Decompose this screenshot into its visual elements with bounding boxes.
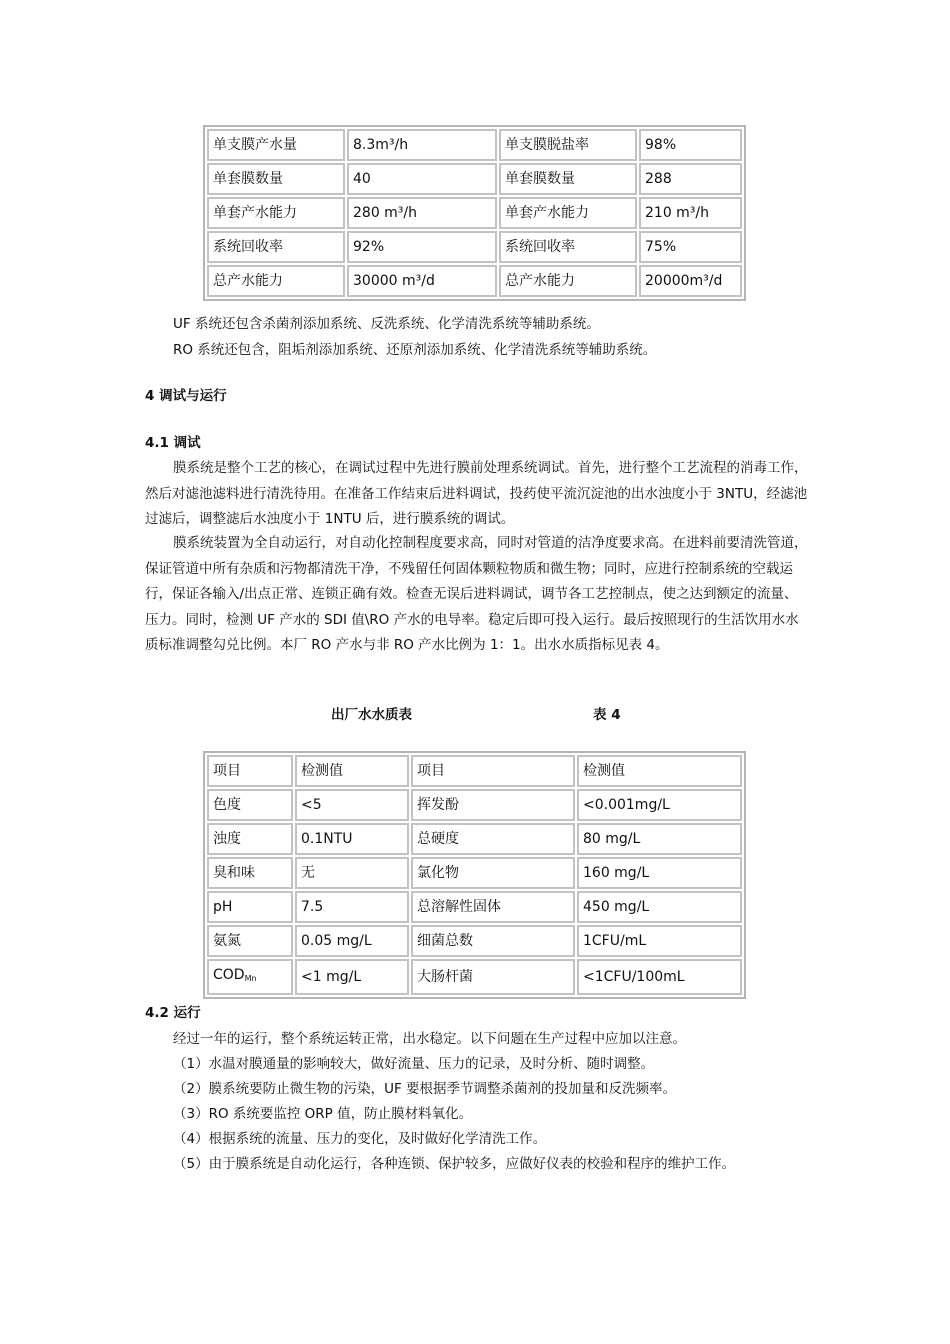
table-cell: 大肠杆菌: [411, 959, 575, 995]
table-cell: 210 m³/h: [639, 197, 742, 229]
table-cell: 挥发酚: [411, 789, 575, 821]
table-cell: 总产水能力: [207, 265, 345, 297]
table-4-label: 表 4: [593, 707, 621, 723]
table-cell: <0.001mg/L: [577, 789, 742, 821]
paragraph-commissioning-2: 膜系统装置为全自动运行，对自动化控制程度要求高，同时对管道的洁净度要求高。在进料前要清洗管道，保证管道中所有杂质和污物都清洗干净，不残留任何固体颗粒物质和微生物；同时，应进行控制系统的空载运行，保证各输入/出点正常、连锁正确有效。检查无误后进料调试，调节各工艺控制点，使之达到额定的流量、压力。同时，检测 UF 产水的 SDI 值\RO 产水的电导率。稳定后即可投入运行。最后按照现行的生活饮用水水质标准调整勾兑比例。本厂 RO 产水与非 RO 产水比例为 1：1。出水水质指标见表 4。: [145, 535, 808, 653]
table-header-cell: 项目: [207, 755, 293, 787]
table-cell: 1CFU/mL: [577, 925, 742, 957]
table-cell: 无: [295, 857, 409, 889]
table-cell: 30000 m³/d: [347, 265, 497, 297]
water-quality-table: [203, 751, 746, 999]
table-cell: 单套膜数量: [499, 163, 637, 195]
table-cell: 280 m³/h: [347, 197, 497, 229]
table-cell: 色度: [207, 789, 293, 821]
operation-item-3: （3）RO 系统要监控 ORP 值，防止膜材料氧化。: [173, 1106, 473, 1122]
table-cell: 7.5: [295, 891, 409, 923]
table-cell: 系统回收率: [499, 231, 637, 263]
table-cell: [207, 959, 293, 995]
table-cell: 92%: [347, 231, 497, 263]
table-cell: 98%: [639, 129, 742, 161]
table-row: [207, 823, 742, 855]
paragraph-commissioning-1: 膜系统是整个工艺的核心，在调试过程中先进行膜前处理系统调试。首先，进行整个工艺流程的消毒工作，然后对滤池滤料进行清洗待用。在准备工作结束后进料调试，投药使平流沉淀池的出水浊度小于 3NTU，经滤池过滤后，调整滤后水浊度小于 1NTU 后，进行膜系统的调试。: [145, 460, 808, 527]
table-cell: 20000m³/d: [639, 265, 742, 297]
operation-item-1: （1）水温对膜通量的影响较大，做好流量、压力的记录，及时分析、随时调整。: [173, 1056, 655, 1072]
operation-item-2: （2）膜系统要防止微生物的污染，UF 要根据季节调整杀菌剂的投加量和反洗频率。: [173, 1081, 677, 1097]
section-4-heading: 4 调试与运行: [145, 388, 227, 404]
ro-system-note: RO 系统还包含，阻垢剂添加系统、还原剂添加系统、化学清洗系统等辅助系统。: [173, 342, 657, 358]
table-cell: <1 mg/L: [295, 959, 409, 995]
table-row: [207, 231, 742, 263]
table-header-cell: 检测值: [295, 755, 409, 787]
table-cell: <5: [295, 789, 409, 821]
table-cell: 氨氮: [207, 925, 293, 957]
table-cell: 臭和味: [207, 857, 293, 889]
table-cell: 系统回收率: [207, 231, 345, 263]
operation-intro: 经过一年的运行，整个系统运转正常，出水稳定。以下问题在生产过程中应加以注意。: [173, 1031, 686, 1047]
table-4-caption: 出厂水水质表: [331, 707, 412, 723]
table-row: [207, 197, 742, 229]
table-cell: <1CFU/100mL: [577, 959, 742, 995]
table-cell: 40: [347, 163, 497, 195]
table-cell: 单套产水能力: [499, 197, 637, 229]
table-row: [207, 789, 742, 821]
table-row: [207, 857, 742, 889]
operation-item-4: （4）根据系统的流量、压力的变化，及时做好化学清洗工作。: [173, 1131, 547, 1147]
table-header-cell: 项目: [411, 755, 575, 787]
table-row: [207, 959, 742, 995]
table-cell: 单支膜脱盐率: [499, 129, 637, 161]
table-cell: 288: [639, 163, 742, 195]
table-cell: 0.1NTU: [295, 823, 409, 855]
table-row: [207, 891, 742, 923]
table-cell: 总硬度: [411, 823, 575, 855]
table-row: [207, 265, 742, 297]
table-cell: 0.05 mg/L: [295, 925, 409, 957]
cod-subscript: Mn: [244, 974, 257, 983]
table-cell: 细菌总数: [411, 925, 575, 957]
cod-label: COD: [213, 967, 245, 983]
table-cell: 8.3m³/h: [347, 129, 497, 161]
uf-system-note: UF 系统还包含杀菌剂添加系统、反洗系统、化学清洗系统等辅助系统。: [173, 316, 600, 332]
table-cell: 80 mg/L: [577, 823, 742, 855]
table-cell: 单套产水能力: [207, 197, 345, 229]
table-cell: 单套膜数量: [207, 163, 345, 195]
membrane-parameters-table: [203, 125, 746, 301]
table-header-cell: 检测值: [577, 755, 742, 787]
table-cell: 75%: [639, 231, 742, 263]
table-cell: 160 mg/L: [577, 857, 742, 889]
table-row: [207, 129, 742, 161]
table-cell: 单支膜产水量: [207, 129, 345, 161]
operation-item-5: （5）由于膜系统是自动化运行，各种连锁、保护较多，应做好仪表的校验和程序的维护工作。: [173, 1156, 736, 1172]
table-cell: 总溶解性固体: [411, 891, 575, 923]
table-cell: 氯化物: [411, 857, 575, 889]
table-cell: 总产水能力: [499, 265, 637, 297]
table-row: [207, 925, 742, 957]
table-row: [207, 163, 742, 195]
table-cell: pH: [207, 891, 293, 923]
section-4-2-heading: 4.2 运行: [145, 1005, 201, 1021]
table-header-row: [207, 755, 742, 787]
table-cell: 浊度: [207, 823, 293, 855]
table-cell: 450 mg/L: [577, 891, 742, 923]
section-4-1-heading: 4.1 调试: [145, 435, 201, 451]
